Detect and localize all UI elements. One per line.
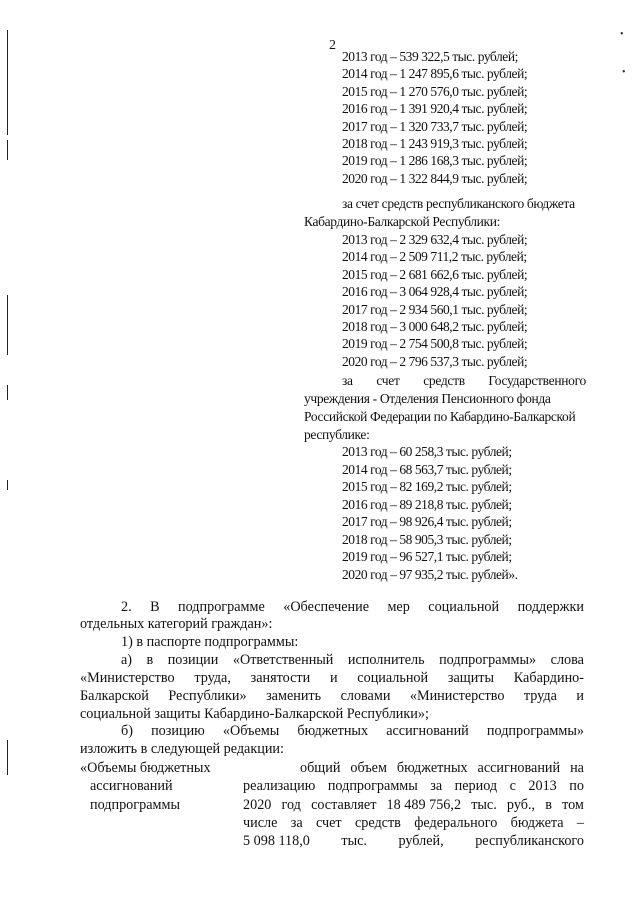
list-item: 2017 год – 98 926,4 тыс. рублей; bbox=[342, 514, 512, 529]
scan-edge-mark bbox=[7, 295, 8, 355]
list-item: 2013 год – 539 322,5 тыс. рублей; bbox=[342, 49, 518, 64]
list-item: 2019 год – 1 286 168,3 тыс. рублей; bbox=[342, 153, 528, 168]
list-item: 2019 год – 2 754 500,8 тыс. рублей; bbox=[342, 336, 528, 351]
pension-heading-line4: республике: bbox=[304, 427, 370, 442]
list-item: 2015 год – 82 169,2 тыс. рублей; bbox=[342, 479, 512, 494]
table-right-line3: 2020 год составляет 18 489 756,2 тыс. руб., в том bbox=[243, 797, 584, 813]
list-item: 2018 год – 3 000 648,2 тыс. рублей; bbox=[342, 319, 528, 334]
scan-edge-mark bbox=[7, 385, 8, 400]
pension-heading-line3: Российской Федерации по Кабардино-Балкарской bbox=[304, 409, 576, 424]
list-item: 2013 год – 60 258,3 тыс. рублей; bbox=[342, 444, 512, 459]
list-item: 2018 год – 1 243 919,3 тыс. рублей; bbox=[342, 136, 528, 151]
item2a-line1: а) в позиции «Ответственный исполнитель подпрограммы» слова bbox=[121, 652, 584, 668]
scan-edge-mark bbox=[7, 140, 8, 160]
list-item: 2015 год – 2 681 662,6 тыс. рублей; bbox=[342, 267, 528, 282]
item2b-line1: б) позицию «Объемы бюджетных ассигнований подпрограммы» bbox=[121, 723, 584, 739]
pension-heading-line2: учреждения - Отделения Пенсионного фонда bbox=[304, 391, 551, 406]
table-left-cell-line2: ассигнований bbox=[90, 778, 173, 794]
item2b-line2: изложить в следующей редакции: bbox=[80, 741, 284, 757]
list-item: 2020 год – 1 322 844,9 тыс. рублей; bbox=[342, 171, 528, 186]
list-item: 2016 год – 89 218,8 тыс. рублей; bbox=[342, 497, 512, 512]
table-right-line2: реализацию подпрограммы за период с 2013 по bbox=[243, 778, 584, 794]
table-left-cell-line1: «Объемы бюджетных bbox=[80, 760, 211, 776]
page-number: 2 bbox=[329, 38, 336, 53]
item2a-line4: социальной защиты Кабардино-Балкарской Республики»; bbox=[80, 706, 429, 722]
list-item: 2015 год – 1 270 576,0 тыс. рублей; bbox=[342, 84, 528, 99]
scan-edge-mark bbox=[7, 480, 8, 490]
list-item: 2014 год – 68 563,7 тыс. рублей; bbox=[342, 462, 512, 477]
item2-1: 1) в паспорте подпрограммы: bbox=[121, 634, 299, 650]
list-item: 2017 год – 1 320 733,7 тыс. рублей; bbox=[342, 119, 528, 134]
pension-heading-line1: за счет средств Государственного bbox=[342, 373, 586, 388]
scan-edge-mark bbox=[7, 740, 8, 775]
scan-edge-mark bbox=[7, 30, 8, 135]
list-item: 2014 год – 2 509 711,2 тыс. рублей; bbox=[342, 249, 527, 264]
scan-dot-mark: • bbox=[622, 67, 626, 78]
list-item: 2017 год – 2 934 560,1 тыс. рублей; bbox=[342, 302, 528, 317]
item2a-line2: «Министерство труда, занятости и социальной защиты Кабардино- bbox=[80, 670, 584, 686]
scan-dot-mark: • bbox=[620, 29, 624, 40]
table-right-line4: числе за счет средств федерального бюджета – bbox=[243, 815, 584, 831]
table-right-line5: 5 098 118,0 тыс. рублей, республиканского bbox=[243, 833, 584, 849]
list-item: 2016 год – 1 391 920,4 тыс. рублей; bbox=[342, 101, 528, 116]
list-item: 2013 год – 2 329 632,4 тыс. рублей; bbox=[342, 232, 528, 247]
list-item: 2014 год – 1 247 895,6 тыс. рублей; bbox=[342, 66, 528, 81]
republic-heading-line2: Кабардино-Балкарской Республики: bbox=[304, 214, 501, 229]
table-right-line1: общий объем бюджетных ассигнований на bbox=[300, 760, 584, 776]
list-item: 2020 год – 97 935,2 тыс. рублей». bbox=[342, 567, 518, 582]
item2-line1: 2. В подпрограмме «Обеспечение мер социальной поддержки bbox=[121, 599, 584, 615]
item2-line2: отдельных категорий граждан»: bbox=[80, 616, 273, 632]
republic-heading-line1: за счет средств республиканского бюджета bbox=[342, 196, 575, 211]
list-item: 2016 год – 3 064 928,4 тыс. рублей; bbox=[342, 284, 528, 299]
table-left-cell-line3: подпрограммы bbox=[90, 797, 180, 813]
item2a-line3: Балкарской Республики» заменить словами «Министерство труда и bbox=[80, 688, 584, 704]
list-item: 2019 год – 96 527,1 тыс. рублей; bbox=[342, 549, 512, 564]
list-item: 2020 год – 2 796 537,3 тыс. рублей; bbox=[342, 354, 528, 369]
list-item: 2018 год – 58 905,3 тыс. рублей; bbox=[342, 532, 512, 547]
